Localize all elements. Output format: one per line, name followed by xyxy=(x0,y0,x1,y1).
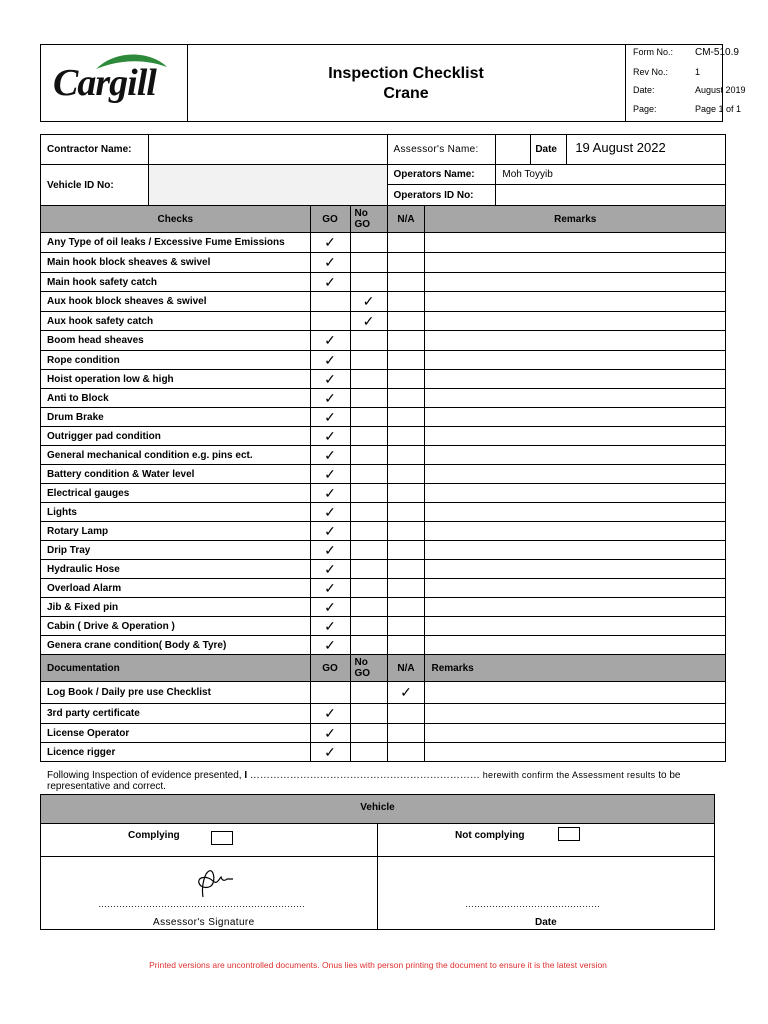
doc-go-col-header: GO xyxy=(310,655,350,682)
na-cell[interactable] xyxy=(387,233,425,253)
table-row xyxy=(41,743,726,762)
go-cell[interactable] xyxy=(310,560,350,579)
table-row xyxy=(41,503,726,522)
nogo-cell[interactable] xyxy=(350,446,387,465)
go-cell[interactable] xyxy=(310,743,350,762)
vehicle-divider xyxy=(377,823,378,929)
go-cell[interactable] xyxy=(310,312,350,331)
remarks-cell[interactable] xyxy=(425,484,726,503)
table-row xyxy=(41,541,726,560)
checkmark-icon: ✓ xyxy=(324,705,336,721)
check-item-label: Any Type of oil leaks / Excessive Fume Emissions xyxy=(41,233,311,253)
checkmark-icon: ✓ xyxy=(324,389,336,406)
check-item-label: 3rd party certificate xyxy=(41,704,311,724)
table-row xyxy=(41,292,726,312)
vehicle-title: Vehicle xyxy=(41,795,714,824)
remarks-cell[interactable] xyxy=(425,704,726,724)
check-item-label: Aux hook block sheaves & swivel xyxy=(41,292,311,312)
assessor-name-label: Assessor's Name: xyxy=(387,135,496,165)
na-cell[interactable] xyxy=(387,484,425,503)
check-item-label: Main hook safety catch xyxy=(41,273,311,292)
vehicle-id-field[interactable] xyxy=(148,165,387,206)
table-row xyxy=(41,617,726,636)
disclaimer: Printed versions are uncontrolled documents. Onus lies with person printing the document to ensure it is the latest version xyxy=(149,960,607,970)
nogo-cell[interactable] xyxy=(350,724,387,743)
nogo-cell[interactable] xyxy=(350,331,387,351)
doc-remarks-col-header: Remarks xyxy=(425,655,726,682)
na-cell[interactable] xyxy=(387,560,425,579)
table-row xyxy=(41,408,726,427)
doc-nogo-col-header: No GO xyxy=(350,655,387,682)
checkmark-icon: ✓ xyxy=(324,503,336,520)
nogo-cell[interactable] xyxy=(350,389,387,408)
remarks-cell[interactable] xyxy=(425,370,726,389)
remarks-cell[interactable] xyxy=(425,541,726,560)
complying-label: Complying xyxy=(128,830,180,841)
check-item-label: Drip Tray xyxy=(41,541,311,560)
document-title xyxy=(187,45,626,121)
nogo-cell[interactable] xyxy=(350,743,387,762)
checks-col-header: Checks xyxy=(41,206,311,233)
date-cell xyxy=(531,135,726,165)
check-item-label: Hydraulic Hose xyxy=(41,560,311,579)
na-cell[interactable] xyxy=(387,503,425,522)
na-cell[interactable] xyxy=(387,465,425,484)
remarks-cell[interactable] xyxy=(425,465,726,484)
page-value: Page 1 of 1 xyxy=(695,104,742,114)
go-cell[interactable] xyxy=(310,682,350,704)
doc-na-col-header: N/A xyxy=(387,655,425,682)
nogo-cell[interactable] xyxy=(350,541,387,560)
na-cell[interactable] xyxy=(387,331,425,351)
remarks-cell[interactable] xyxy=(425,598,726,617)
check-item-label: Jib & Fixed pin xyxy=(41,598,311,617)
remarks-cell[interactable] xyxy=(425,351,726,370)
page-label: Page: xyxy=(633,104,657,114)
statement-name-blank[interactable]: …………………………………………………………… xyxy=(249,770,480,781)
na-cell[interactable] xyxy=(387,617,425,636)
operators-id-label: Operators ID No: xyxy=(387,185,496,206)
date-signature-line[interactable]: ……………………………………… xyxy=(465,899,600,909)
check-item-label: Electrical gauges xyxy=(41,484,311,503)
table-row xyxy=(41,446,726,465)
vehicle-section xyxy=(40,794,715,930)
table-row xyxy=(41,484,726,503)
check-item-label: Lights xyxy=(41,503,311,522)
checkmark-icon: ✓ xyxy=(324,579,336,596)
check-item-label: Overload Alarm xyxy=(41,579,311,598)
checkmark-icon: ✓ xyxy=(324,370,336,387)
checks-header-row xyxy=(41,206,726,233)
check-item-label: Aux hook safety catch xyxy=(41,312,311,331)
checkmark-icon: ✓ xyxy=(324,408,336,425)
remarks-cell[interactable] xyxy=(425,312,726,331)
check-item-label: Hoist operation low & high xyxy=(41,370,311,389)
na-cell[interactable] xyxy=(387,370,425,389)
check-item-label: Genera crane condition( Body & Tyre) xyxy=(41,636,311,655)
check-item-label: General mechanical condition e.g. pins ect. xyxy=(41,446,311,465)
date-signature-label: Date xyxy=(535,917,557,928)
signature-line[interactable]: …………………………………………………………… xyxy=(98,899,305,909)
go-cell[interactable] xyxy=(310,292,350,312)
operators-name-label: Operators Name: xyxy=(387,165,496,185)
table-row xyxy=(41,351,726,370)
checkmark-icon: ✓ xyxy=(324,724,336,741)
rev-no-label: Rev No.: xyxy=(633,67,669,77)
date-field-label: Date xyxy=(531,135,567,164)
nogo-cell[interactable] xyxy=(350,484,387,503)
statement-text-b: herewith confirm the Assessment results xyxy=(482,770,656,780)
go-cell[interactable] xyxy=(310,724,350,743)
remarks-cell[interactable] xyxy=(425,233,726,253)
check-item-label: Anti to Block xyxy=(41,389,311,408)
go-cell[interactable] xyxy=(310,273,350,292)
go-cell[interactable] xyxy=(310,598,350,617)
remarks-cell[interactable] xyxy=(425,522,726,541)
nogo-cell[interactable] xyxy=(350,465,387,484)
remarks-cell[interactable] xyxy=(425,331,726,351)
checkmark-icon: ✓ xyxy=(324,484,336,501)
check-item-label: Outrigger pad condition xyxy=(41,427,311,446)
signature-icon xyxy=(193,867,239,901)
checkmark-icon: ✓ xyxy=(324,560,336,577)
na-cell[interactable] xyxy=(387,598,425,617)
go-cell[interactable] xyxy=(310,579,350,598)
check-item-label: Rope condition xyxy=(41,351,311,370)
na-cell[interactable] xyxy=(387,389,425,408)
assessor-signature-label: Assessor's Signature xyxy=(153,917,255,928)
go-col-header: GO xyxy=(310,206,350,233)
table-row xyxy=(41,389,726,408)
table-row xyxy=(41,560,726,579)
checkmark-icon: ✓ xyxy=(324,522,336,539)
go-cell[interactable] xyxy=(310,370,350,389)
go-cell[interactable] xyxy=(310,465,350,484)
rev-no-value: 1 xyxy=(695,67,701,77)
operators-id-field[interactable] xyxy=(496,185,726,206)
form-no-value: CM-510.9 xyxy=(695,47,739,58)
remarks-cell[interactable] xyxy=(425,682,726,704)
remarks-col-header: Remarks xyxy=(425,206,726,233)
date-label: Date: xyxy=(633,85,655,95)
go-cell[interactable] xyxy=(310,427,350,446)
nogo-cell[interactable] xyxy=(350,312,387,331)
complying-checkbox[interactable] xyxy=(211,831,233,845)
nogo-cell[interactable] xyxy=(350,617,387,636)
nogo-cell[interactable] xyxy=(350,351,387,370)
date-value: August 2019 xyxy=(695,85,746,95)
remarks-cell[interactable] xyxy=(425,743,726,762)
title-line-2: Crane xyxy=(383,85,429,102)
go-cell[interactable] xyxy=(310,408,350,427)
remarks-cell[interactable] xyxy=(425,617,726,636)
go-cell[interactable] xyxy=(310,253,350,273)
na-cell[interactable] xyxy=(387,724,425,743)
na-cell[interactable] xyxy=(387,522,425,541)
check-item-label: Battery condition & Water level xyxy=(41,465,311,484)
go-cell[interactable] xyxy=(310,331,350,351)
table-row xyxy=(41,704,726,724)
nogo-cell[interactable] xyxy=(350,233,387,253)
checkmark-icon: ✓ xyxy=(324,617,336,634)
table-row xyxy=(41,522,726,541)
operators-name-field[interactable]: Moh Toyyib xyxy=(496,165,726,185)
title-line-1: Inspection Checklist xyxy=(328,65,484,82)
checkmark-icon: ✓ xyxy=(324,465,336,482)
go-cell[interactable] xyxy=(310,446,350,465)
remarks-cell[interactable] xyxy=(425,724,726,743)
go-cell[interactable] xyxy=(310,351,350,370)
checkmark-icon: ✓ xyxy=(324,446,336,463)
remarks-cell[interactable] xyxy=(425,636,726,655)
na-cell[interactable] xyxy=(387,427,425,446)
go-cell[interactable] xyxy=(310,636,350,655)
not-complying-checkbox[interactable] xyxy=(558,827,580,841)
na-col-header: N/A xyxy=(387,206,425,233)
na-cell[interactable] xyxy=(387,541,425,560)
na-cell[interactable] xyxy=(387,292,425,312)
checkmark-icon: ✓ xyxy=(324,427,336,444)
table-row xyxy=(41,598,726,617)
remarks-cell[interactable] xyxy=(425,273,726,292)
checkmark-icon: ✓ xyxy=(324,351,336,368)
remarks-cell[interactable] xyxy=(425,389,726,408)
assessor-name-field[interactable] xyxy=(496,135,531,165)
remarks-cell[interactable] xyxy=(425,503,726,522)
check-item-label: Boom head sheaves xyxy=(41,331,311,351)
na-cell[interactable] xyxy=(387,704,425,724)
na-cell[interactable] xyxy=(387,351,425,370)
remarks-cell[interactable] xyxy=(425,427,726,446)
form-meta xyxy=(627,45,746,121)
check-item-label: License Operator xyxy=(41,724,311,743)
na-cell[interactable] xyxy=(387,579,425,598)
checkmark-icon: ✓ xyxy=(324,743,336,760)
nogo-cell[interactable] xyxy=(350,503,387,522)
statement-text-c: to be representative and correct. xyxy=(47,770,681,792)
remarks-cell[interactable] xyxy=(425,253,726,273)
remarks-cell[interactable] xyxy=(425,292,726,312)
table-row xyxy=(41,331,726,351)
go-cell[interactable] xyxy=(310,522,350,541)
statement-i: I xyxy=(244,770,248,781)
document-header xyxy=(40,44,746,122)
na-cell[interactable] xyxy=(387,312,425,331)
checkmark-icon: ✓ xyxy=(324,273,336,290)
nogo-cell[interactable] xyxy=(350,682,387,704)
nogo-col-header: No GO xyxy=(350,206,387,233)
nogo-cell[interactable] xyxy=(350,370,387,389)
nogo-cell[interactable] xyxy=(350,560,387,579)
na-cell[interactable] xyxy=(387,273,425,292)
checkmark-icon: ✓ xyxy=(324,254,336,270)
table-row xyxy=(41,233,726,253)
vehicle-row-divider xyxy=(41,856,714,857)
na-cell[interactable] xyxy=(387,743,425,762)
documentation-header-row xyxy=(41,655,726,682)
na-cell[interactable] xyxy=(387,253,425,273)
go-cell[interactable] xyxy=(310,484,350,503)
nogo-cell[interactable] xyxy=(350,579,387,598)
documentation-col-header: Documentation xyxy=(41,655,311,682)
vehicle-id-label: Vehicle ID No: xyxy=(41,165,149,206)
nogo-cell[interactable] xyxy=(350,704,387,724)
contractor-name-field[interactable] xyxy=(148,135,387,165)
go-cell[interactable] xyxy=(310,503,350,522)
check-item-label: Rotary Lamp xyxy=(41,522,311,541)
na-cell[interactable] xyxy=(387,636,425,655)
cargill-logo xyxy=(41,45,188,121)
logo-wordmark: Cargill xyxy=(53,62,156,104)
confirmation-statement xyxy=(47,770,723,792)
table-row xyxy=(41,636,726,655)
statement-text-a: Following Inspection of evidence presented, xyxy=(47,770,242,781)
nogo-cell[interactable] xyxy=(350,522,387,541)
remarks-cell[interactable] xyxy=(425,579,726,598)
table-row xyxy=(41,579,726,598)
table-row xyxy=(41,724,726,743)
checkmark-icon: ✓ xyxy=(324,598,336,615)
checkmark-icon: ✓ xyxy=(324,332,336,348)
form-no-label: Form No.: xyxy=(633,47,674,57)
table-row xyxy=(41,427,726,446)
checkmark-icon: ✓ xyxy=(362,293,375,309)
check-item-label: Drum Brake xyxy=(41,408,311,427)
contractor-name-label: Contractor Name: xyxy=(41,135,149,165)
checkmark-icon: ✓ xyxy=(324,541,336,558)
go-cell[interactable] xyxy=(310,541,350,560)
check-item-label: Log Book / Daily pre use Checklist xyxy=(41,682,311,704)
table-row xyxy=(41,682,726,704)
check-item-label: Main hook block sheaves & swivel xyxy=(41,253,311,273)
table-row xyxy=(41,370,726,389)
table-row xyxy=(41,273,726,292)
go-cell[interactable] xyxy=(310,389,350,408)
table-row xyxy=(41,465,726,484)
remarks-cell[interactable] xyxy=(425,408,726,427)
remarks-cell[interactable] xyxy=(425,446,726,465)
date-field-value[interactable]: 19 August 2022 xyxy=(575,140,666,155)
checkmark-icon: ✓ xyxy=(324,636,336,653)
go-cell[interactable] xyxy=(310,617,350,636)
table-row xyxy=(41,312,726,331)
nogo-cell[interactable] xyxy=(350,636,387,655)
check-item-label: Cabin ( Drive & Operation ) xyxy=(41,617,311,636)
nogo-cell[interactable] xyxy=(350,292,387,312)
checkmark-icon: ✓ xyxy=(400,684,412,700)
na-cell[interactable] xyxy=(387,446,425,465)
checkmark-icon: ✓ xyxy=(362,312,375,329)
na-cell[interactable] xyxy=(387,408,425,427)
go-cell[interactable] xyxy=(310,233,350,253)
nogo-cell[interactable] xyxy=(350,408,387,427)
nogo-cell[interactable] xyxy=(350,253,387,273)
check-item-label: Licence rigger xyxy=(41,743,311,762)
nogo-cell[interactable] xyxy=(350,598,387,617)
nogo-cell[interactable] xyxy=(350,273,387,292)
go-cell[interactable] xyxy=(310,704,350,724)
table-row xyxy=(41,253,726,273)
checklist-table xyxy=(40,134,726,762)
nogo-cell[interactable] xyxy=(350,427,387,446)
not-complying-label: Not complying xyxy=(455,830,525,841)
na-cell[interactable] xyxy=(387,682,425,704)
remarks-cell[interactable] xyxy=(425,560,726,579)
checkmark-icon: ✓ xyxy=(324,234,336,250)
